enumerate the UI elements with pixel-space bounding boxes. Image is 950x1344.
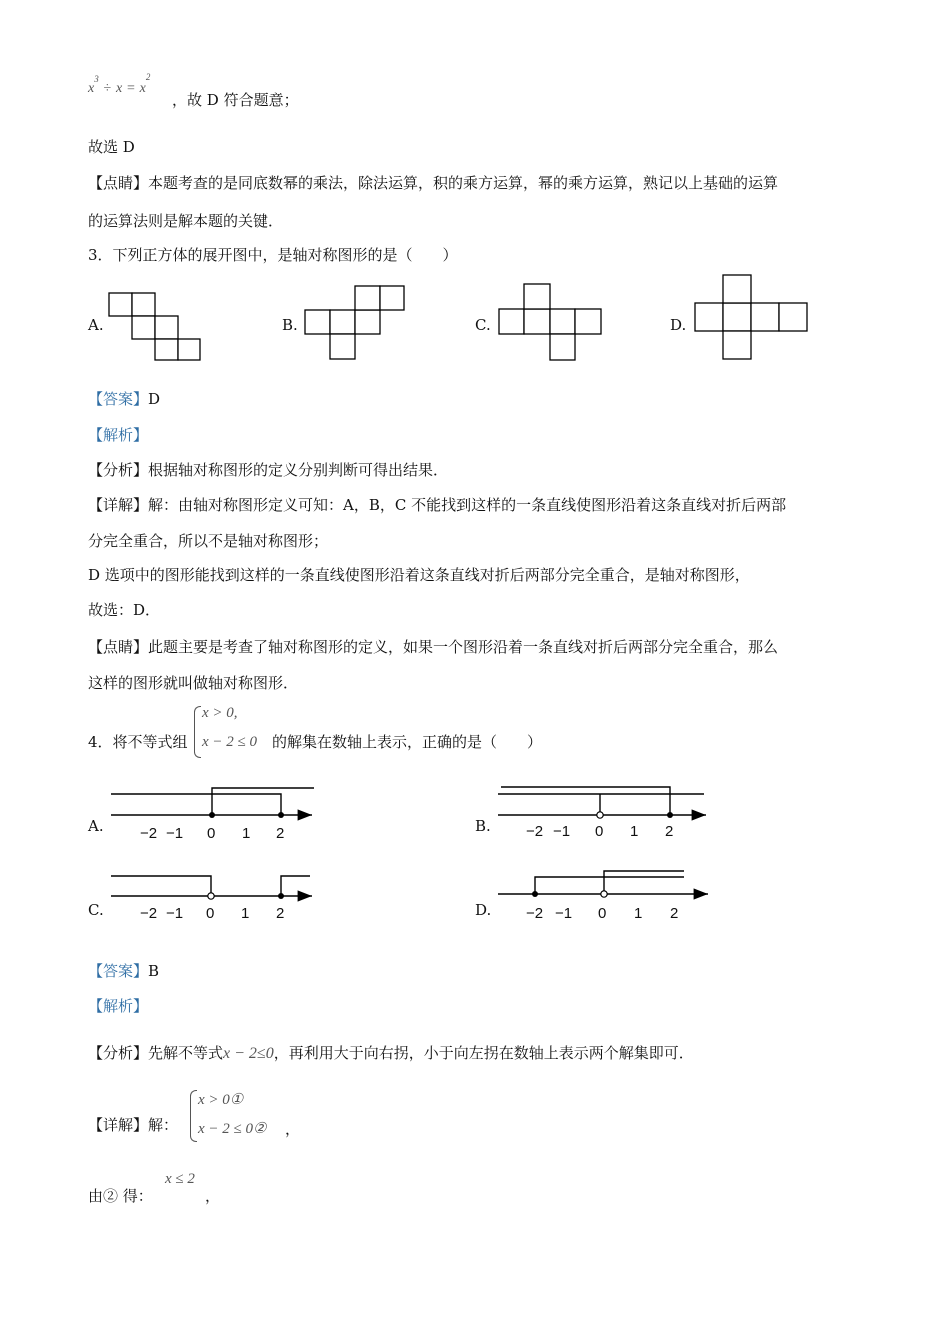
formula-div: ÷ <box>103 81 112 96</box>
answer-value: D <box>148 390 161 408</box>
q4-sys-2: x − 2 ≤ 0② <box>198 1121 267 1137</box>
q3-question: 3．下列正方体的展开图中，是轴对称图形的是（ ） <box>88 246 458 264</box>
tick-label: −1 <box>553 823 571 840</box>
q4-option-b-label: B. <box>475 817 491 835</box>
answer-value: B <box>148 962 160 980</box>
q4-answer <box>88 960 159 981</box>
q3-option-c-label: C. <box>475 316 491 334</box>
tick-label: −2 <box>526 905 544 922</box>
detail-label: 【详解】 <box>88 1116 149 1134</box>
fenxi-text-b: ，再利用大于向右拐，小于向左拐在数轴上表示两个解集即可． <box>273 1044 694 1062</box>
tick-label: 0 <box>207 825 216 842</box>
tick-label: −2 <box>140 905 158 922</box>
q4-sys-1: x > 0① <box>198 1092 244 1108</box>
tick-label: 1 <box>630 823 639 840</box>
tick-label: 2 <box>276 825 285 842</box>
q4-detail-brace <box>190 1090 197 1142</box>
q4-fenxi <box>88 1042 694 1063</box>
answer-label: 【答案】 <box>88 962 149 980</box>
number-line-c <box>111 876 312 922</box>
formula-x: x <box>88 81 95 96</box>
tick-label: −1 <box>555 905 573 922</box>
q4-option-d-label: D. <box>475 901 492 919</box>
formula-exp3: 3 <box>94 74 99 84</box>
tick-label: 0 <box>206 905 215 922</box>
q4-result-tail: ， <box>205 1187 221 1205</box>
q4-ineq-2: x − 2 ≤ 0 <box>202 734 258 750</box>
detail-label: 【详解】 <box>88 496 149 514</box>
q3-detail-line4: 故选：D． <box>88 601 161 619</box>
tick-label: −1 <box>166 905 184 922</box>
number-line-d <box>498 871 708 922</box>
detail-text: 解：由轴对称图形定义可知：A，B，C 不能找到这样的一条直线使图形沿着这条直线对折后两部 <box>148 496 787 514</box>
q4-sys-tail: ， <box>285 1120 301 1138</box>
q3-comment-line2: 这样的图形就叫做轴对称图形． <box>88 674 299 692</box>
q3-analysis-label: 【解析】 <box>88 426 149 444</box>
q3-option-d-label: D. <box>670 316 687 334</box>
comment-1-cont: 的运算法则是解本题的关键． <box>88 212 284 230</box>
comment-text: 本题考查的是同底数幂的乘法，除法运算，积的乘方运算，幂的乘方运算，熟记以上基础的运算 <box>148 174 779 192</box>
tick-label: −2 <box>140 825 158 842</box>
fenxi-text: 根据轴对称图形的定义分别判断可得出结果． <box>148 461 449 479</box>
q4-prefix: 4．将不等式组 <box>88 733 188 751</box>
q4-analysis-label: 【解析】 <box>88 997 149 1015</box>
comment-text: 此题主要是考查了轴对称图形的定义，如果一个图形沿着一条直线对折后两部分完全重合，那么 <box>148 638 779 656</box>
detail-prefix: 解： <box>148 1116 179 1134</box>
q3-detail-line2: 分完全重合，所以不是轴对称图形； <box>88 532 329 550</box>
fenxi-text-a: 先解不等式 <box>148 1044 224 1062</box>
answer-label: 【答案】 <box>88 390 149 408</box>
formula-x3: x <box>139 81 146 96</box>
formula-exp2: 2 <box>145 72 151 82</box>
formula-tail: ，故 D 符合题意； <box>172 91 299 109</box>
tick-label: 1 <box>241 905 250 922</box>
tick-label: 0 <box>598 905 607 922</box>
q3-option-b-label: B. <box>282 316 298 334</box>
tick-label: 2 <box>665 823 674 840</box>
q4-option-a-label: A. <box>88 817 104 835</box>
number-line-a <box>111 788 314 842</box>
comment-label: 【点睛】 <box>88 638 149 656</box>
choose-answer: 故选 D <box>88 138 135 156</box>
tick-label: 2 <box>276 905 285 922</box>
fenxi-label: 【分析】 <box>88 1044 149 1062</box>
formula-eq: = <box>126 81 135 96</box>
tick-label: −1 <box>166 825 184 842</box>
q4-ineq-1: x > 0, <box>202 705 238 721</box>
tick-label: 1 <box>634 905 643 922</box>
q3-option-a-label: A. <box>88 316 104 334</box>
fenxi-expr: x − 2≤0 <box>223 1045 274 1062</box>
q4-result: x ≤ 2 <box>165 1171 195 1187</box>
q4-suffix: 的解集在数轴上表示，正确的是（ ） <box>272 733 543 751</box>
q4-detail <box>88 1114 178 1135</box>
number-line-b <box>498 787 706 840</box>
tick-label: 2 <box>670 905 679 922</box>
formula-x2: x <box>115 81 123 96</box>
q4-option-c-label: C. <box>88 901 104 919</box>
tick-label: 0 <box>595 823 604 840</box>
tick-label: 1 <box>242 825 251 842</box>
q4-from-label: 由② 得： <box>88 1187 153 1205</box>
tick-label: −2 <box>526 823 544 840</box>
fenxi-label: 【分析】 <box>88 461 149 479</box>
q3-detail-line3: D 选项中的图形能找到这样的一条直线使图形沿着这条直线对折后两部分完全重合，是轴对称图形， <box>88 566 750 584</box>
comment-label: 【点睛】 <box>88 174 149 192</box>
